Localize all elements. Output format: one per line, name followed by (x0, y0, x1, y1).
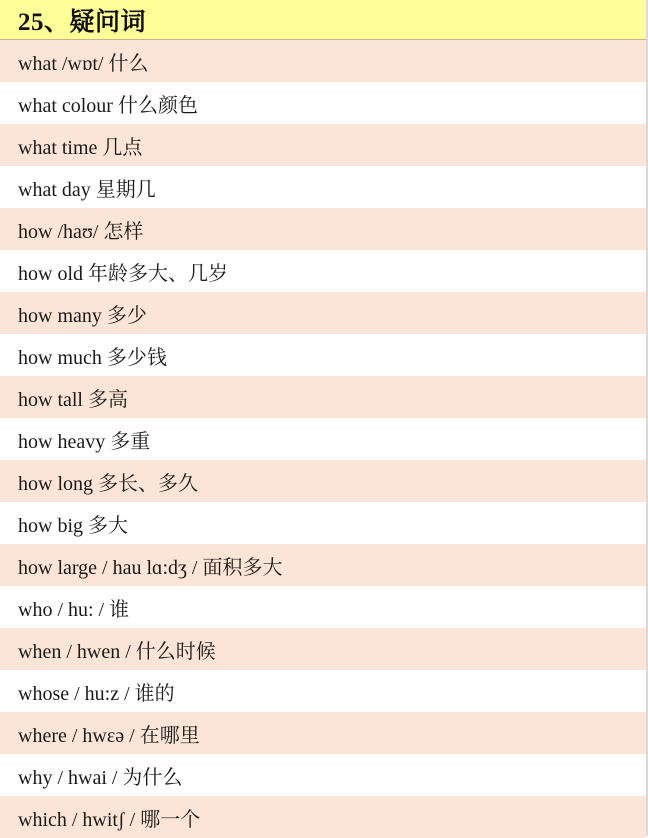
list-item-text: how long 多长、多久 (18, 472, 198, 495)
page-title: 25、疑问词 (18, 8, 147, 36)
list-item (0, 376, 646, 418)
list-item-text: how big 多大 (18, 514, 128, 537)
list-item-text: how heavy 多重 (18, 430, 151, 453)
list-item-text: which / hwitʃ / 哪一个 (18, 808, 201, 831)
list-item (0, 124, 646, 166)
list-item (0, 460, 646, 502)
list-item (0, 544, 646, 586)
list-item (0, 166, 646, 208)
list-item (0, 208, 646, 250)
list-item (0, 796, 646, 838)
list-item (0, 628, 646, 670)
list-item-text: when / hwen / 什么时候 (18, 640, 216, 663)
list-item (0, 40, 646, 82)
list-item-text: whose / hu:z / 谁的 (18, 682, 175, 705)
list-item (0, 418, 646, 460)
list-item-text: what time 几点 (18, 136, 143, 159)
list-item (0, 250, 646, 292)
title-bar (0, 0, 646, 40)
list-item (0, 82, 646, 124)
list-item-text: how much 多少钱 (18, 346, 167, 369)
word-list (0, 40, 646, 838)
list-item-text: how large / hau lɑ:dʒ / 面积多大 (18, 556, 283, 579)
list-item-text: how tall 多高 (18, 388, 128, 411)
list-item (0, 586, 646, 628)
list-item-text: who / hu: / 谁 (18, 598, 130, 621)
list-item-text: how old 年龄多大、几岁 (18, 262, 228, 285)
list-item (0, 712, 646, 754)
list-item (0, 670, 646, 712)
list-item (0, 292, 646, 334)
list-item (0, 754, 646, 796)
list-item-text: what colour 什么颜色 (18, 94, 198, 117)
list-item (0, 334, 646, 376)
list-item-text: how /haʊ/ 怎样 (18, 220, 144, 243)
list-item-text: why / hwai / 为什么 (18, 766, 183, 789)
list-item-text: what /wɒt/ 什么 (18, 52, 149, 75)
list-item-text: what day 星期几 (18, 178, 156, 201)
list-item-text: how many 多少 (18, 304, 147, 327)
list-item (0, 502, 646, 544)
list-item-text: where / hwɛə / 在哪里 (18, 724, 200, 747)
